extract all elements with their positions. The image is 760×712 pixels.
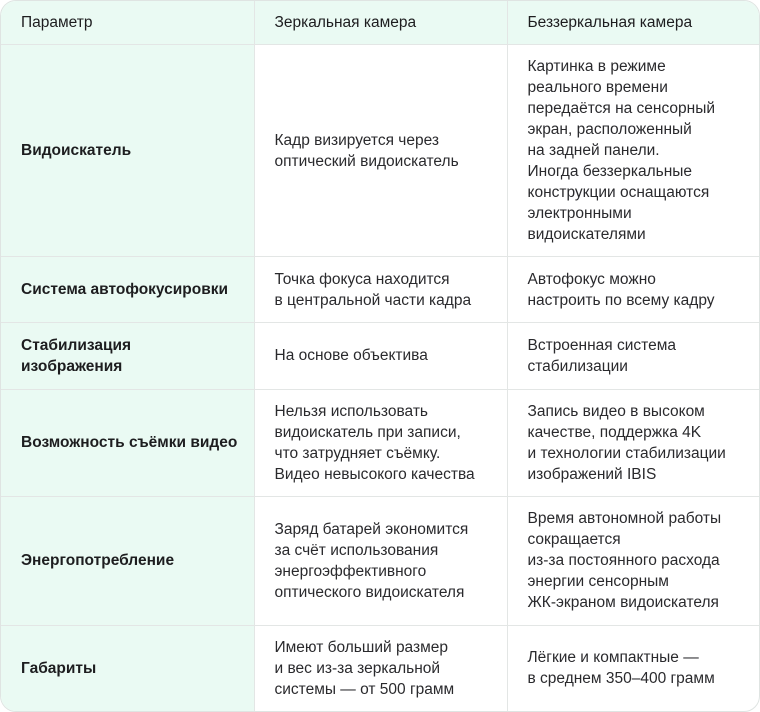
header-parameter: Параметр (1, 1, 254, 45)
row-mirrorless-value: Время автономной работы сокращается из-за постоянного расхода энергии сенсорным ЖК-экраном видоискателя (507, 496, 759, 625)
row-parameter: Возможность съёмки видео (1, 389, 254, 496)
table-row (1, 323, 759, 389)
table-row (1, 389, 759, 496)
header-dslr: Зеркальная камера (254, 1, 507, 45)
row-mirrorless-value: Автофокус можно настроить по всему кадру (507, 257, 759, 323)
row-dslr-value: На основе объектива (254, 323, 507, 389)
row-dslr-value: Имеют больший размер и вес из-за зеркальной системы — от 500 грамм (254, 625, 507, 711)
row-mirrorless-value: Лёгкие и компактные — в среднем 350–400 грамм (527, 649, 715, 688)
table-row (1, 496, 759, 625)
row-parameter: Видоискатель (1, 45, 254, 257)
row-parameter: Габариты (1, 625, 254, 711)
row-mirrorless-value: Встроенная система стабилизации (507, 323, 759, 389)
row-parameter: Энергопотребление (1, 496, 254, 625)
row-dslr-value: Нельзя использовать видоискатель при записи, что затрудняет съёмку. Видео невысокого качества (254, 389, 507, 496)
comparison-table-grid (1, 1, 759, 711)
table-row (1, 257, 759, 323)
table-row (1, 45, 759, 257)
row-dslr-value: Точка фокуса находится в центральной части кадра (254, 257, 507, 323)
row-parameter: Система автофокусировки (1, 257, 254, 323)
table-row (1, 625, 759, 711)
row-parameter: Стабилизация изображения (1, 323, 254, 389)
header-mirrorless: Беззеркальная камера (507, 1, 759, 45)
row-mirrorless-value: Картинка в режиме реального времени передаётся на сенсорный экран, расположенный на задней панели. Иногда беззеркальные конструкции оснащаются электронными видоискателями (507, 45, 759, 257)
row-dslr-value: Кадр визируется через оптический видоискатель (254, 45, 507, 257)
row-mirrorless-value: Запись видео в высоком качестве, поддержка 4K и технологии стабилизации изображений IBIS (507, 389, 759, 496)
row-dslr-value: Заряд батарей экономится за счёт использования энергоэффективного оптического видоискателя (254, 496, 507, 625)
header-row (1, 1, 759, 45)
